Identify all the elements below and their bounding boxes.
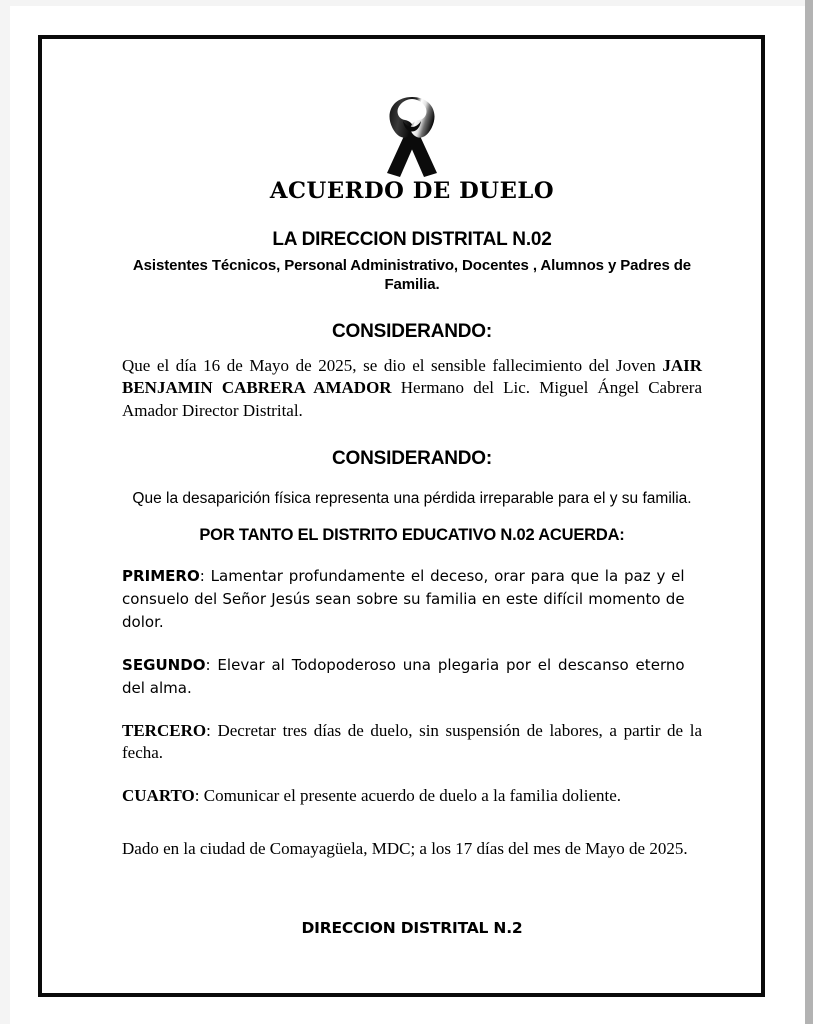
clause-segundo-text: Elevar al Todopoderoso una plegaria por el descanso eterno del alma.: [122, 655, 685, 697]
deceased-name: JAIR BENJAMIN CABRERA AMADOR: [122, 355, 702, 398]
considerando-1-text-before: Que el día 16 de Mayo de 2025, se dio el sensible fallecimiento del Joven: [122, 355, 663, 375]
signature-line: DIRECCION DISTRITAL N.2: [301, 919, 523, 938]
clause-tercero-text: Decretar tres días de duelo, sin suspensión de labores, a partir de la fecha.: [122, 720, 702, 763]
considerando-paragraph-1: [122, 355, 702, 423]
clause-segundo-label: SEGUNDO: [122, 655, 206, 674]
clause-tercero-label: TERCERO: [122, 720, 207, 740]
clause-segundo: [122, 654, 685, 700]
page-chrome-left: [0, 0, 10, 1024]
considerando-paragraph-2: Que la desaparición física representa una pérdida irreparable para el y su familia.: [132, 490, 692, 508]
clause-tercero-separator: :: [206, 720, 218, 740]
audience-heading: Asistentes Técnicos, Personal Administrativo, Docentes , Alumnos y Padres de Familia.: [132, 257, 692, 294]
clause-primero-text: Lamentar profundamente el deceso, orar para que la paz y el consuelo del Señor Jesús sean sobre su familia en este difícil momento de dolor.: [122, 566, 685, 631]
clause-segundo-separator: :: [205, 655, 218, 674]
ribbon-container: [122, 91, 702, 177]
considerando-heading-2: CONSIDERANDO:: [332, 448, 492, 470]
vertical-scrollbar[interactable]: [805, 0, 813, 1024]
closing-paragraph: Dado en la ciudad de Comayagüela, MDC; a los 17 días del mes de Mayo de 2025.: [122, 839, 688, 859]
clause-tercero: [122, 720, 702, 766]
document-sheet: [10, 6, 805, 1024]
clause-primero-separator: :: [199, 566, 211, 585]
considerando-1-text-after: Hermano del Lic. Miguel Ángel Cabrera Amador Director Distrital.: [122, 378, 703, 420]
clause-primero-label: PRIMERO: [122, 566, 200, 585]
considerando-heading-1: CONSIDERANDO:: [332, 320, 492, 342]
por-tanto-heading: POR TANTO EL DISTRITO EDUCATIVO N.02 ACUERDA:: [199, 525, 625, 544]
document-title: ACUERDO DE DUELO: [269, 178, 555, 204]
clause-cuarto: [122, 785, 702, 808]
clause-primero: [122, 565, 685, 634]
document-border-frame: [38, 35, 765, 997]
clause-cuarto-text: Comunicar el presente acuerdo de duelo a la familia doliente.: [203, 786, 622, 806]
document-content: [122, 63, 702, 937]
issuer-heading: LA DIRECCION DISTRITAL N.02: [272, 229, 552, 251]
clause-cuarto-label: CUARTO: [122, 786, 195, 806]
mourning-ribbon-icon: [367, 91, 457, 177]
clause-cuarto-separator: :: [194, 786, 204, 806]
